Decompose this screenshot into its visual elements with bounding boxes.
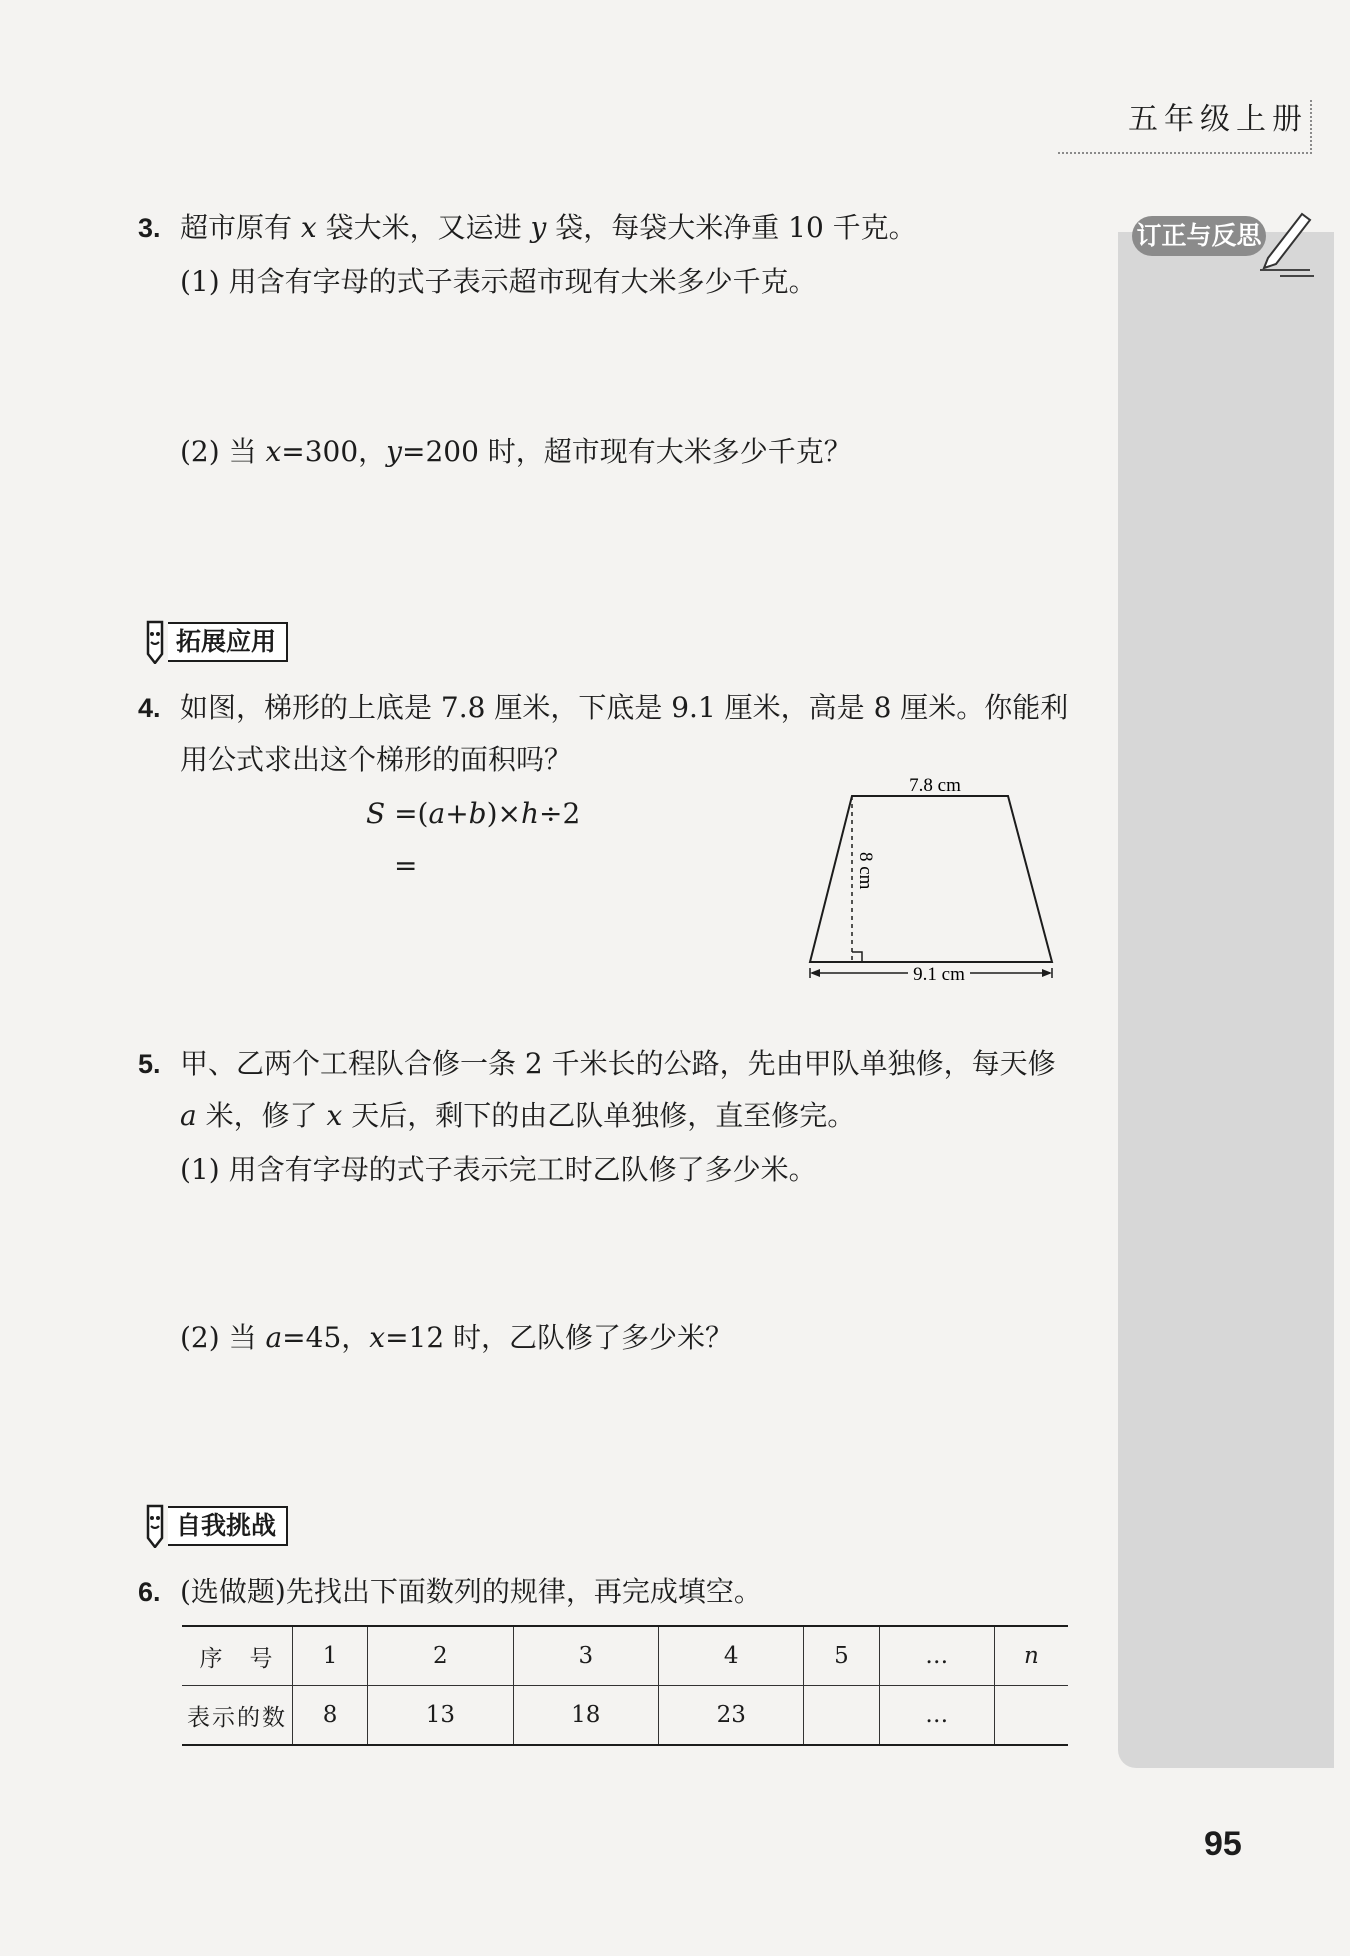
q5-part1: (1) 用含有字母的式子表示完工时乙队修了多少米。 — [180, 1153, 817, 1186]
q3-part1: (1) 用含有字母的式子表示超市现有大米多少千克。 — [180, 265, 817, 298]
section-extend-header — [140, 622, 288, 662]
sequence-table — [182, 1625, 1068, 1746]
review-sidebar — [1118, 232, 1334, 1768]
trapezoid-height-label: 8 cm — [855, 852, 876, 890]
q4-number: 4. — [138, 693, 161, 723]
q3-number: 3. — [138, 213, 161, 243]
q5-part2: (2) 当 a=45，x=12 时，乙队修了多少米？ — [180, 1321, 734, 1354]
q5-line2: a 米，修了 x 天后，剩下的由乙队单独修，直至修完。 — [180, 1099, 856, 1132]
table-cell: 2 — [368, 1626, 513, 1686]
q6-stem: (选做题)先找出下面数列的规律，再完成填空。 — [180, 1575, 762, 1608]
section-challenge-title: 自我挑战 — [168, 1506, 288, 1546]
table-row — [182, 1626, 1068, 1686]
q4-line1: 如图，梯形的上底是 7.8 厘米，下底是 9.1 厘米，高是 8 厘米。你能利 — [180, 691, 1069, 724]
page-number: 95 — [1204, 1825, 1242, 1863]
q4-formula: S =(a+b)×h÷2 — [366, 797, 581, 830]
q3-part2: (2) 当 x=300，y=200 时，超市现有大米多少千克？ — [180, 435, 852, 468]
q6-number: 6. — [138, 1577, 161, 1607]
table-header-cell: 序 号 — [182, 1626, 293, 1686]
table-cell: 8 — [293, 1686, 368, 1746]
table-cell: … — [879, 1686, 994, 1746]
section-extend-title: 拓展应用 — [168, 622, 288, 662]
trapezoid-bottom-label: 9.1 cm — [913, 964, 965, 985]
table-cell: 5 — [804, 1626, 879, 1686]
trapezoid-figure — [800, 770, 1070, 990]
section-challenge-header — [140, 1506, 288, 1546]
table-cell: 4 — [659, 1626, 804, 1686]
grade-label: 五年级上册 — [1128, 102, 1308, 137]
q4-line2: 用公式求出这个梯形的面积吗？ — [180, 743, 573, 776]
answer-blank-cell[interactable] — [804, 1686, 879, 1746]
answer-blank-cell[interactable] — [994, 1686, 1068, 1746]
trapezoid-top-label: 7.8 cm — [909, 775, 961, 796]
table-cell: 23 — [659, 1686, 804, 1746]
table-cell: … — [879, 1626, 994, 1686]
table-cell: 1 — [293, 1626, 368, 1686]
pencil-mascot-icon — [140, 1504, 168, 1548]
table-cell: 18 — [513, 1686, 658, 1746]
review-badge: 订正与反思 — [1132, 216, 1266, 256]
table-row — [182, 1686, 1068, 1746]
q5-line1: 甲、乙两个工程队合修一条 2 千米长的公路，先由甲队单独修，每天修 — [180, 1047, 1056, 1080]
q5-number: 5. — [138, 1049, 161, 1079]
q3-stem: 超市原有 x 袋大米，又运进 y 袋，每袋大米净重 10 千克。 — [180, 211, 917, 244]
table-cell: 13 — [368, 1686, 513, 1746]
pencil-mascot-icon — [140, 620, 168, 664]
table-cell: 3 — [513, 1626, 658, 1686]
pencil-note-icon — [1250, 206, 1320, 282]
q4-equals: = — [394, 849, 418, 882]
table-cell: n — [994, 1626, 1068, 1686]
table-header-cell: 表示的数 — [182, 1686, 293, 1746]
